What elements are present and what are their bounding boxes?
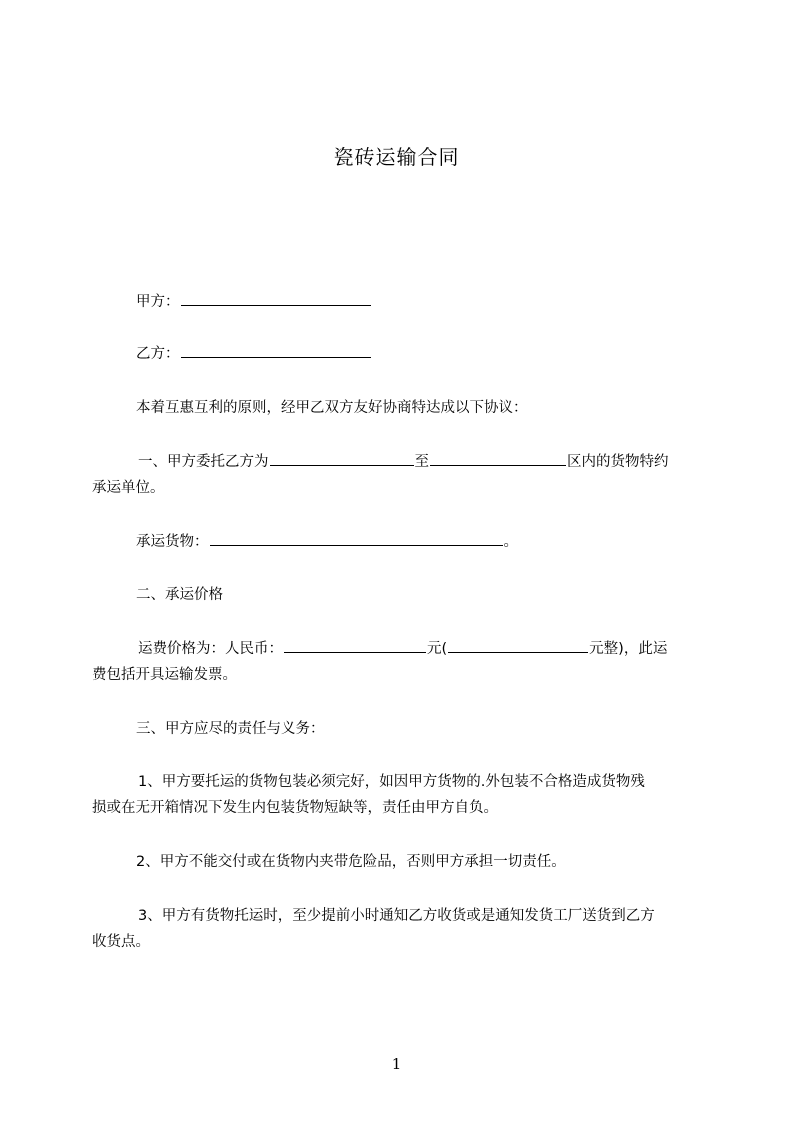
clause1-paragraph xyxy=(92,769,712,821)
clause3-paragraph xyxy=(92,903,712,955)
goods-line xyxy=(92,529,712,555)
price-amount-blank[interactable] xyxy=(284,638,426,653)
intro-text: 本着互惠互利的原则，经甲乙双方友好协商特达成以下协议： xyxy=(136,400,528,416)
page-number: 1 xyxy=(391,1055,402,1073)
section2-heading: 二、承运价格 xyxy=(136,587,223,603)
section3-heading: 三、甲方应尽的责任与义务： xyxy=(136,721,325,737)
section3-heading-line xyxy=(92,716,712,742)
price-paragraph xyxy=(92,636,712,688)
document-title: 瓷砖运输合同 xyxy=(333,145,460,169)
section1-line2: 承运单位。 xyxy=(92,480,165,496)
section1-lead: 一、甲方委托乙方为 xyxy=(138,454,269,470)
section1-tail: 区内的货物特约 xyxy=(567,454,669,470)
section2-heading-line xyxy=(92,582,712,608)
price-yuan-zheng: 元整)，此运 xyxy=(589,641,668,657)
price-words-blank[interactable] xyxy=(448,638,588,653)
clause1-line2: 损或在无开箱情况下发生内包装货物短缺等，责任由甲方自负。 xyxy=(92,800,498,816)
section1-to-blank[interactable] xyxy=(430,451,566,466)
goods-end: 。 xyxy=(503,534,518,550)
clause1-line1: 1、甲方要托运的货物包装必须完好，如因甲方货物的.外包装不合格造成货物残 xyxy=(138,774,645,790)
price-line2: 费包括开具运输发票。 xyxy=(92,667,237,683)
section1-to: 至 xyxy=(414,454,429,470)
party-a-line xyxy=(92,289,712,315)
party-b-blank[interactable] xyxy=(181,343,371,358)
clause3-line2: 收货点。 xyxy=(92,934,150,950)
goods-blank[interactable] xyxy=(210,531,503,546)
clause2-text: 2、甲方不能交付或在货物内夹带危险品，否则甲方承担一切责任。 xyxy=(136,854,566,870)
party-a-label: 甲方： xyxy=(136,294,180,310)
price-yuan: 元( xyxy=(427,641,448,657)
party-b-label: 乙方： xyxy=(136,346,180,362)
party-b-line xyxy=(92,341,712,367)
intro-paragraph xyxy=(92,395,712,421)
section1-from-blank[interactable] xyxy=(270,451,414,466)
clause3-line1: 3、甲方有货物托运时，至少提前小时通知乙方收货或是通知发货工厂送货到乙方 xyxy=(138,908,655,924)
price-lead: 运费价格为：人民币： xyxy=(138,641,283,657)
section1-paragraph xyxy=(92,449,712,501)
clause2-paragraph xyxy=(92,849,712,875)
party-a-blank[interactable] xyxy=(181,291,371,306)
goods-label: 承运货物： xyxy=(136,534,209,550)
